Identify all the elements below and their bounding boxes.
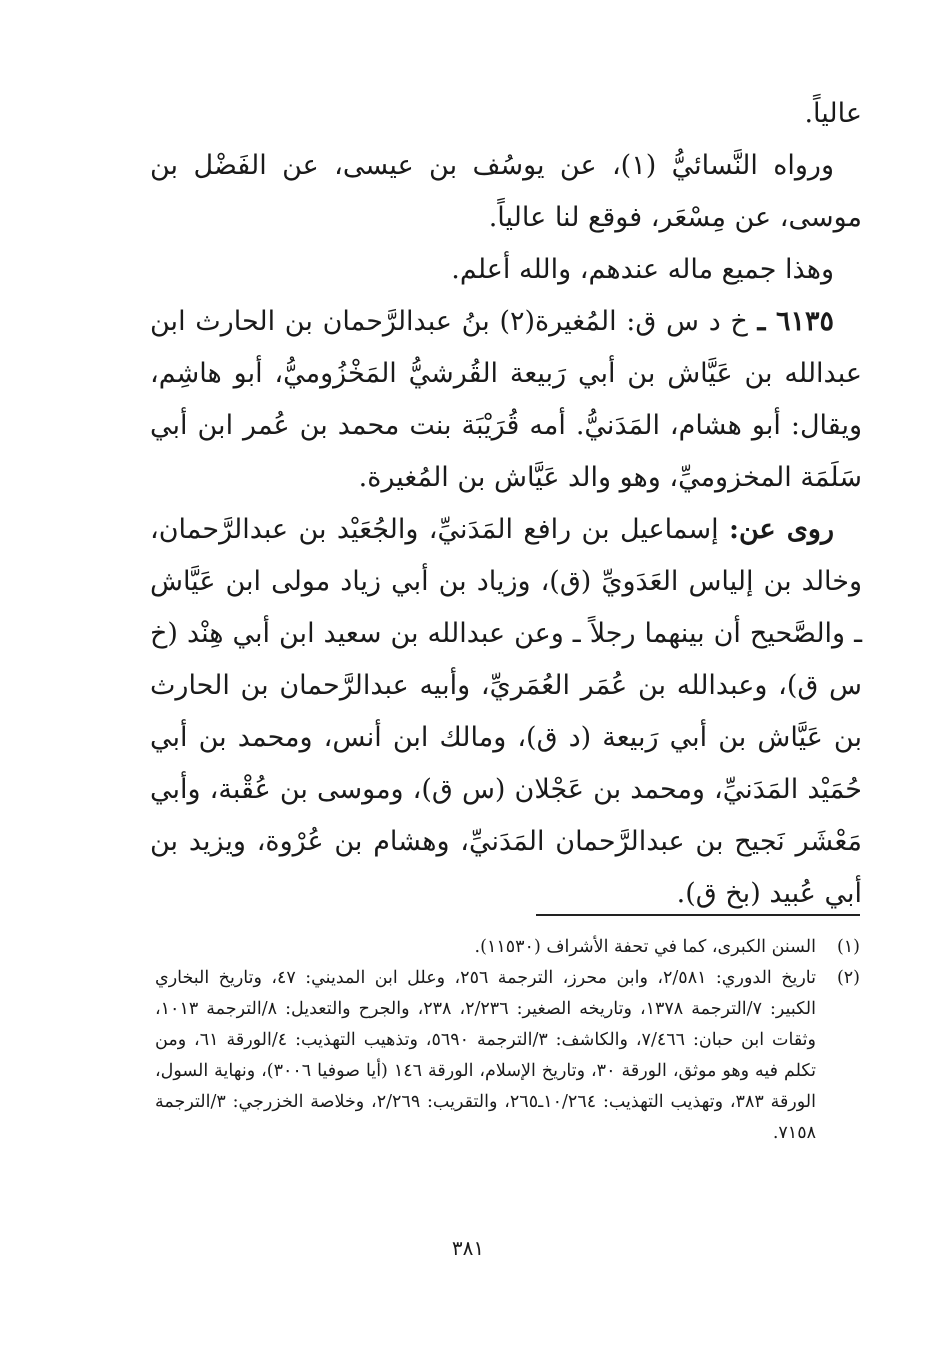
footnote-number: (١) [836, 937, 860, 957]
entry-number: ٦١٣٥ ـ [757, 306, 834, 337]
footnote-number: (٢) [836, 968, 860, 988]
footnote-1 [155, 932, 860, 963]
entry-heading: خ د س ق: المُغيرة(٢) بنُ عبدالرَّحمان بن الحارث ابن عبدالله بن عَيَّاش بن أبي رَبيعة القُرشيُّ المَخْزُوميُّ، أبو هاشِم، ويقال: أبو هشام، المَدَنيُّ. أمه قُرَيْبَة بنت محمد بن عُمر ابن أبي سَلَمَة المخزوميِّ، وهو والد عَيَّاش بن المُغيرة. [150, 306, 862, 493]
paragraph-2: ورواه النَّسائيُّ (١)، عن يوسُف بن عيسى، عن الفَضْل بن موسى، عن مِسْعَر، فوقع لنا عالياً. [150, 150, 862, 233]
footnote-text: السنن الكبرى، كما في تحفة الأشراف (١١٥٣٠). [474, 937, 816, 957]
narrators-text: إسماعيل بن رافع المَدَنيِّ، والجُعَيْد بن عبدالرَّحمان، وخالد بن إلياس العَدَويِّ (ق)، وزياد بن أبي زياد مولى ابن عَيَّاش ـ والصَّحيح أن بينهما رجلاً ـ وعن عبدالله بن سعيد ابن أبي هِنْد (خ س ق)، وعبدالله بن عُمَر العُمَريِّ، وأبيه عبدالرَّحمان بن الحارث بن عَيَّاش بن أبي رَبيعة (د ق)، ومالك ابن أنس، ومحمد بن أبي حُمَيْد المَدَنيِّ، ومحمد بن عَجْلان (س ق)، وموسى بن عُقْبة، وأبي مَعْشَر نَجيح بن عبدالرَّحمان المَدَنيِّ، وهشام بن عُرْوة، ويزيد بن أبي عُبيد (بخ ق). [150, 514, 862, 909]
main-text-block [150, 88, 862, 920]
body-text [150, 88, 862, 920]
narrators-label: روى عن: [728, 514, 834, 545]
footnotes [155, 932, 860, 1149]
narrators-paragraph [150, 504, 862, 920]
footnote-text: تاريخ الدوري: ٢/٥٨١، وابن محرز، الترجمة ٢٥٦، وعلل ابن المديني: ٤٧، وتاريخ البخاري الكبير: ٧/الترجمة ١٣٧٨، وتاريخه الصغير: ٢/٢٣٦، ٢٣٨، والجرح والتعديل: ٨/الترجمة ١٠١٣، وثقات ابن حبان: ٧/٤٦٦، والكاشف: ٣/الترجمة ٥٦٩٠، وتذهيب التهذيب: ٤/الورقة ٦١، ومن تكلم فيه وهو موثق، الورقة ٣٠، وتاريخ الإسلام، الورقة ١٤٦ (أيا صوفيا ٣٠٠٦)، ونهاية السول، الورقة ٣٨٣، وتهذيب التهذيب: ١٠/٢٦٤ـ٢٦٥، والتقريب: ٢/٢٦٩، وخلاصة الخزرجي: ٣/الترجمة ٧١٥٨. [155, 968, 817, 1143]
footnote-2 [155, 963, 860, 1149]
paragraph-3: وهذا جميع ماله عندهم، والله أعلم. [451, 254, 834, 285]
entry-paragraph [150, 296, 862, 504]
paragraph-1: عالياً. [804, 98, 862, 129]
footnote-divider [536, 914, 860, 916]
page-number: ٣٨١ [451, 1236, 485, 1260]
